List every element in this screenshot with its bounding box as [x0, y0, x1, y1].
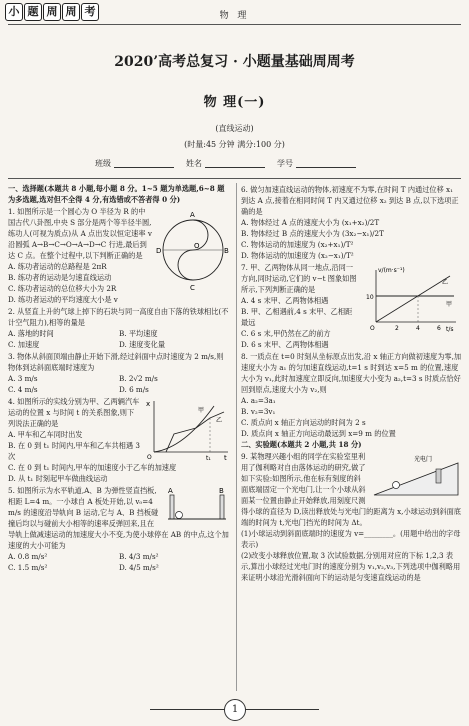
brand-char: 周 — [43, 3, 61, 21]
option-a[interactable]: A. 练功者运动的总路程是 2πR — [8, 262, 107, 271]
option-d[interactable]: D. 从 t₁ 时刻起甲车做曲线运动 — [8, 474, 108, 483]
option-d[interactable]: D. 6 s 末甲、乙两物体相遇 — [241, 340, 329, 349]
ytick-10: 10 — [366, 294, 374, 301]
question-2 — [8, 306, 230, 350]
question-7 — [241, 262, 462, 350]
id-blank[interactable] — [296, 158, 356, 168]
fig-label-C: C — [190, 284, 195, 292]
fig-label-A: A — [168, 487, 173, 495]
option-d[interactable]: D. 练功者运动的平均速度大小是 v — [8, 295, 118, 304]
option-d[interactable]: D. 4/5 m/s² — [119, 563, 159, 572]
fig-label-B: B — [219, 487, 224, 495]
option-d[interactable]: D. 质点向 x 轴正方向运动最远到 x=9 m 的位置 — [241, 429, 396, 438]
question-9 — [241, 451, 462, 583]
question-stem: 9. 某物理兴趣小组的同学在实验室里利用了伽利略对自由落体运动的研究,做了如下实验:如图所示,他在标有刻度的斜面底端固定一个光电门,让一个小球从斜面某一位置由静止开始释放,用刻度尺测得小球的直径为 D,读出释放处与光电门的距离为 x,小球运动到斜面底端的时间为 t,光电门挡光的时间为 Δt。 — [241, 452, 461, 527]
option-a[interactable]: A. 甲车和乙车同时出发 — [8, 430, 83, 439]
t1-label: t₁ — [206, 455, 211, 460]
series-label-jia: 甲 — [446, 301, 453, 308]
option-b[interactable]: B. 平均速度 — [119, 329, 158, 338]
option-b[interactable]: B. v₂=3v₁ — [241, 407, 276, 416]
option-d[interactable]: D. 6 m/s — [119, 385, 149, 394]
section-title: 二、实验题(本题共 2 小题,共 18 分) — [241, 440, 362, 449]
gate-label: 光电门 — [414, 456, 433, 463]
section-title: 一、选择题(本题共 8 小题,每小题 8 分。1~5 题为单选题,6~8 题为多选题,选对但不全得 4 分,有选错或不答者得 0 分) — [8, 184, 225, 204]
section-rule — [8, 178, 461, 179]
axis-label-v: v/(m·s⁻¹) — [378, 267, 405, 274]
option-b[interactable]: B. 物体经过 B 点的速度大小为 (3x₂−x₁)/2T — [241, 229, 384, 238]
question-stem: 4. 如图所示的实线分别为甲、乙两辆汽车运动的位置 x 与时间 t 的关系图象,则下列说法正确的是 — [8, 397, 140, 428]
xtick-2: 2 — [395, 325, 399, 332]
option-c[interactable]: C. 在 0 到 t₁ 时间内,甲车的加速度小于乙车的加速度 — [8, 463, 177, 472]
option-b[interactable]: B. 4/3 m/s² — [119, 552, 159, 561]
axis-label-t: t — [224, 454, 227, 460]
id-label: 学号 — [277, 159, 293, 168]
option-b[interactable]: B. 在 0 到 t₁ 时间内,甲车和乙车共相遇 3 次 — [8, 441, 140, 461]
brand-char: 周 — [62, 3, 80, 21]
option-c[interactable]: C. 练功者运动的总位移大小为 2R — [8, 284, 117, 293]
topic-label: (直线运动) — [215, 124, 254, 133]
incline-figure — [370, 453, 462, 499]
question-5 — [8, 485, 230, 573]
left-column — [8, 183, 230, 573]
option-a[interactable]: A. a₂=3a₁ — [241, 396, 276, 405]
question-3 — [8, 351, 230, 395]
option-a[interactable]: A. 落地的时间 — [8, 329, 54, 338]
option-a[interactable]: A. 3 m/s — [8, 374, 38, 383]
question-stem: 7. 甲、乙两物体从同一地点,沿同一方向,同时运动,它们的 v−t 图象如图所示,下列判断正确的是 — [241, 263, 357, 294]
question-4 — [8, 396, 230, 484]
question-stem: 6. 做匀加速直线运动的物体,初速度不为零,在时间 T 内通过位移 x₁ 到达 A 点,接着在相同时间 T 内又通过位移 x₂ 到达 B 点,以下选项正确的是 — [241, 185, 459, 216]
fig-label-O: O — [194, 242, 200, 250]
question-6 — [241, 184, 462, 261]
option-d[interactable]: D. 物体运动的加速度为 (x₂−x₁)/T² — [241, 251, 354, 260]
option-b[interactable]: B. 2√2 m/s — [119, 374, 158, 383]
question-stem: 2. 从竖直上升的气球上掉下的石块与同一高度自由下落的铁球相比(不计空气阻力),相等的量是 — [8, 307, 229, 327]
bagua-figure — [156, 208, 230, 296]
question-8 — [241, 351, 462, 439]
page-header — [0, 0, 469, 26]
option-b[interactable]: B. 练功者的运动是匀速直线运动 — [8, 273, 112, 282]
question-stem: 3. 物体从斜面顶端由静止开始下滑,经过斜面中点时速度为 2 m/s,则物体到达斜面底端时速度为 — [8, 352, 224, 372]
option-a[interactable]: A. 4 s 末甲、乙两物体相遇 — [241, 296, 329, 305]
column-divider — [236, 183, 237, 691]
exam-meta: (时量:45 分钟 满分:100 分) — [184, 140, 285, 149]
page-number: 1 — [224, 699, 246, 721]
question-stem: 5. 如图所示为水平轨道,A、B 为弹性竖直挡板,相距 L=4 m。一小球自 A 板处开始,以 v₀=4 m/s 的速度沿导轨向 B 运动,它与 A、B 挡板碰撞后均以与碰前大小相等的速率反弹回来,且在导轨上做减速运动的加速度大小不变,为使小球停在 AB 的中点,这个加速度的大小可能为 — [8, 486, 229, 550]
question-stem: 1. 如图所示是一个圆心为 O 半径为 R 的中国古代八卦图,中央 S 部分是两个等半径半圆,练功人(可视为质点)从 A 点出发以恒定速率 v 沿圆弧 A→B→C→O→A→D→C 行进,最后到达 C 点。在整个过程中,以下判断正确的是 — [8, 207, 152, 260]
series-label-yi: 乙 — [216, 417, 223, 424]
name-blank[interactable] — [205, 158, 265, 168]
class-blank[interactable] — [114, 158, 174, 168]
fig-label-B: B — [224, 247, 229, 255]
page-title: 2020’高考总复习 · 小题量基础周周考 — [114, 54, 355, 70]
student-fields — [95, 158, 368, 169]
name-label: 姓名 — [186, 159, 202, 168]
question-stem: 8. 一质点在 t=0 时刻从坐标原点出发,沿 x 轴正方向做初速度为零,加速度大小为 a₁ 的匀加速直线运动,t=1 s 时到达 x=5 m 的位置,速度大小为 v₁,此时加速度立即反向,加速度大小变为 a₂,t=3 s 时质点恰好回到原点,速度大小为 v₂,则 — [241, 352, 462, 394]
vt-graph-figure — [362, 264, 462, 334]
xtick-6: 6 — [437, 325, 441, 332]
brand-char: 题 — [24, 3, 42, 21]
xtick-4: 4 — [416, 325, 420, 332]
fig-label-A: A — [190, 211, 195, 219]
option-c[interactable]: C. 6 s 末,甲仍然在乙的前方 — [241, 329, 331, 338]
series-label-jia: 甲 — [198, 407, 205, 414]
option-c[interactable]: C. 质点向 x 轴正方向运动的时间为 2 s — [241, 418, 366, 427]
subquestion-1: (1)小球运动到斜面底端时的速度为 v=________。(用题中给出的字母表示) — [241, 529, 461, 549]
right-column — [241, 183, 462, 583]
track-figure — [164, 487, 230, 527]
option-c[interactable]: C. 4 m/s — [8, 385, 38, 394]
series-label-yi: 乙 — [442, 279, 449, 286]
option-c[interactable]: C. 加速度 — [8, 340, 40, 349]
option-b[interactable]: B. 甲、乙相遇前,4 s 末甲、乙相距最远 — [241, 307, 353, 327]
option-a[interactable]: A. 物体经过 A 点的速度大小为 (x₁+x₂)/2T — [241, 218, 380, 227]
page-subtitle: 物 理(一) — [203, 95, 266, 110]
axis-label-x: x — [146, 400, 151, 408]
brand-char: 考 — [81, 3, 99, 21]
class-label: 班级 — [95, 159, 111, 168]
origin-label: O — [147, 454, 152, 460]
brand-char: 小 — [5, 3, 23, 21]
axis-label-t: t/s — [446, 326, 454, 333]
option-d[interactable]: D. 速度变化量 — [119, 340, 166, 349]
question-1 — [8, 206, 230, 305]
xt-graph-figure — [144, 398, 230, 460]
option-c[interactable]: C. 1.5 m/s² — [8, 563, 48, 572]
header-subject: 物 理 — [219, 11, 250, 21]
option-c[interactable]: C. 物体运动的加速度为 (x₂+x₁)/T² — [241, 240, 354, 249]
fig-label-D: D — [156, 247, 162, 255]
option-a[interactable]: A. 0.8 m/s² — [8, 552, 48, 561]
origin-label: O — [370, 325, 375, 332]
header-rule — [8, 24, 461, 25]
subquestion-2: (2)改变小球释放位置,取 3 次试验数据,分别用对应的下标 1,2,3 表示,算出小球经过光电门时的速度分别为 v₁,v₂,v₃,下列选项中伽利略用来证明小球沿光滑斜面向下的运动是匀变速直线运动的是 — [241, 551, 461, 582]
